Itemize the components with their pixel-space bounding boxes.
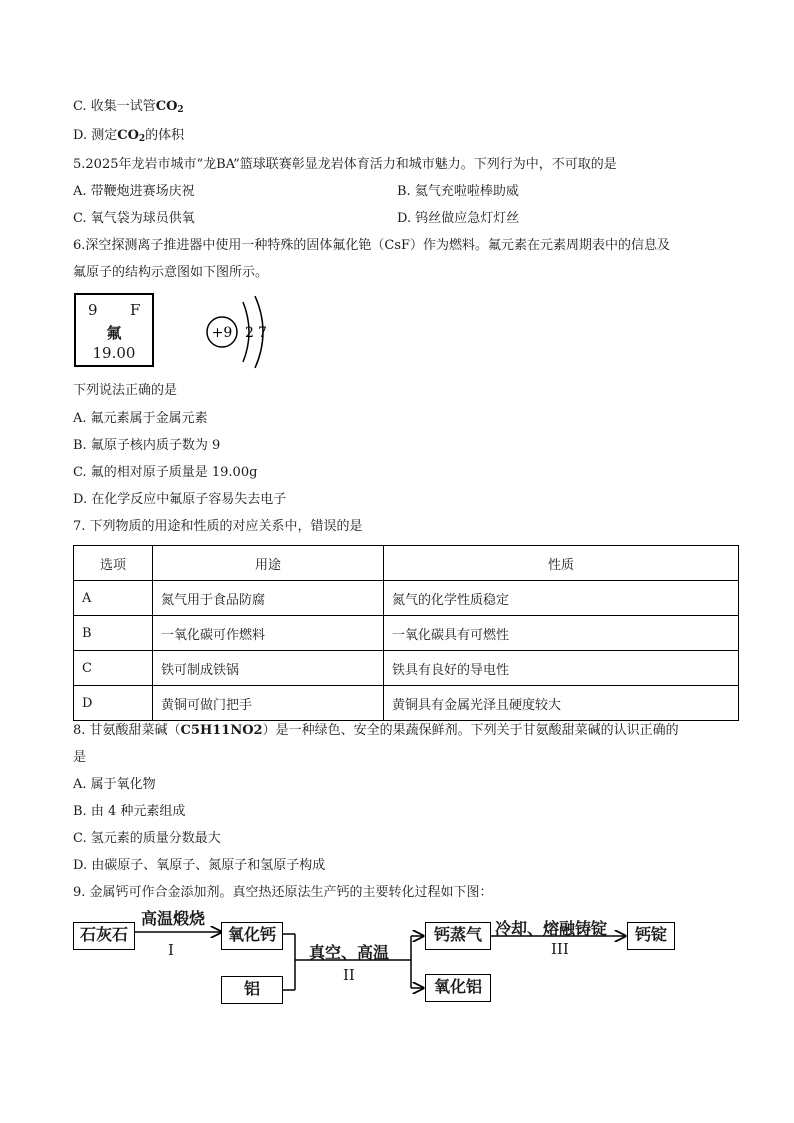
- q5-option-a: A. 带鞭炮进赛场庆祝: [73, 184, 195, 199]
- atom-structure-diagram: [205, 292, 275, 372]
- q8-stem-a: 8. 甘氨酸甜菜碱（: [73, 723, 181, 738]
- header-use: 用途: [153, 546, 384, 581]
- table-cell: C: [74, 651, 153, 686]
- q6-option-a: A. 氟元素属于金属元素: [73, 411, 208, 426]
- q7-stem: 7. 下列物质的用途和性质的对应关系中，错误的是: [73, 519, 363, 534]
- table-row: [74, 651, 739, 686]
- co2-formula: CO: [155, 99, 178, 114]
- q7-table: [73, 545, 739, 721]
- betaine-formula: C5H11NO2: [180, 723, 263, 738]
- table-cell: A: [74, 581, 153, 616]
- table-header-row: [74, 546, 739, 581]
- nucleus-charge: +9: [211, 325, 233, 341]
- table-cell: 铁可制成铁锅: [153, 651, 384, 686]
- q8-option-d: D. 由碳原子、氧原子、氮原子和氢原子构成: [73, 858, 326, 873]
- ca-ingot-box: 钙锭: [627, 922, 675, 950]
- q8-stem-line1: [73, 722, 679, 740]
- q8-option-a: A. 属于氧化物: [73, 777, 156, 792]
- q6-option-b: B. 氟原子核内质子数为 9: [73, 438, 221, 453]
- shell1-electrons: 2: [245, 325, 254, 341]
- table-cell: 氮气的化学性质稳定: [384, 581, 739, 616]
- table-cell: 黄铜具有金属光泽且硬度较大: [384, 686, 739, 721]
- q4-option-d: [73, 127, 184, 148]
- table-cell: B: [74, 616, 153, 651]
- cao-box: 氧化钙: [221, 922, 283, 950]
- co2-subscript: 2: [177, 105, 184, 115]
- table-cell: 黄铜可做门把手: [153, 686, 384, 721]
- q6-stem-line1: 6.深空探测离子推进器中使用一种特殊的固体氟化铯（CsF）作为燃料。氟元素在元素周期表中的信息及: [73, 238, 671, 253]
- atomic-mass: 19.00: [92, 344, 136, 362]
- step2-label: 真空、高温: [309, 943, 390, 962]
- table-cell: 铁具有良好的导电性: [384, 651, 739, 686]
- q4-option-c: [73, 98, 184, 119]
- q4-option-c-text: C. 收集一试管: [73, 99, 156, 114]
- q4-option-d-text: D. 测定: [73, 128, 118, 143]
- q9-stem: 9. 金属钙可作合金添加剂。真空热还原法生产钙的主要转化过程如下图：: [73, 885, 493, 900]
- q4-option-d-tail: 的体积: [145, 128, 185, 143]
- table-cell: 氮气用于食品防腐: [153, 581, 384, 616]
- shell2-electrons: 7: [258, 325, 267, 341]
- q5-option-d: D. 钨丝做应急灯灯丝: [397, 211, 520, 226]
- header-property: 性质: [384, 546, 739, 581]
- al-box: 铝: [221, 976, 283, 1004]
- atomic-number: 9: [88, 301, 98, 319]
- q6-option-c: C. 氟的相对原子质量是 19.00g: [73, 465, 258, 480]
- limestone-box: 石灰石: [73, 922, 135, 950]
- co2-formula: CO: [117, 128, 139, 143]
- al2o3-box: 氧化铝: [425, 974, 491, 1002]
- table-cell: D: [74, 686, 153, 721]
- table-cell: 一氧化碳可作燃料: [153, 616, 384, 651]
- table-row: [74, 616, 739, 651]
- co2-subscript: 2: [138, 134, 146, 144]
- step2-number: II: [343, 966, 355, 984]
- element-symbol: F: [130, 301, 141, 319]
- q8-stem-b: ）是一种绿色、安全的果蔬保鲜剂。下列关于甘氨酸甜菜碱的认识正确的: [262, 723, 679, 738]
- step1-label: 高温煅烧: [141, 909, 206, 928]
- q5-option-c: C. 氧气袋为球员供氧: [73, 211, 195, 226]
- element-name: 氟: [106, 324, 122, 342]
- table-row: [74, 581, 739, 616]
- step3-label: 冷却、熔融铸锭: [495, 919, 608, 938]
- step1-number: I: [168, 941, 174, 959]
- q6-stem-line2: 氟原子的结构示意图如下图所示。: [73, 265, 269, 280]
- q6-prompt: 下列说法正确的是: [73, 383, 178, 398]
- q8-option-c: C. 氢元素的质量分数最大: [73, 831, 221, 846]
- q5-option-b: B. 氦气充啦啦棒助威: [397, 184, 519, 199]
- periodic-table-card: [74, 293, 154, 367]
- table-cell: 一氧化碳具有可燃性: [384, 616, 739, 651]
- process-flow-diagram: [73, 910, 713, 1010]
- header-option: 选项: [74, 546, 153, 581]
- ca-vapor-box: 钙蒸气: [425, 922, 491, 950]
- q8-option-b: B. 由 4 种元素组成: [73, 804, 186, 819]
- table-row: [74, 686, 739, 721]
- q8-stem-line2: 是: [73, 750, 87, 765]
- step3-number: III: [551, 940, 569, 958]
- q6-option-d: D. 在化学反应中氟原子容易失去电子: [73, 492, 287, 507]
- q5-stem: 5.2025年龙岩市城市“龙BA”篮球联赛彰显龙岩体育活力和城市魅力。下列行为中，不可取的是: [73, 157, 617, 172]
